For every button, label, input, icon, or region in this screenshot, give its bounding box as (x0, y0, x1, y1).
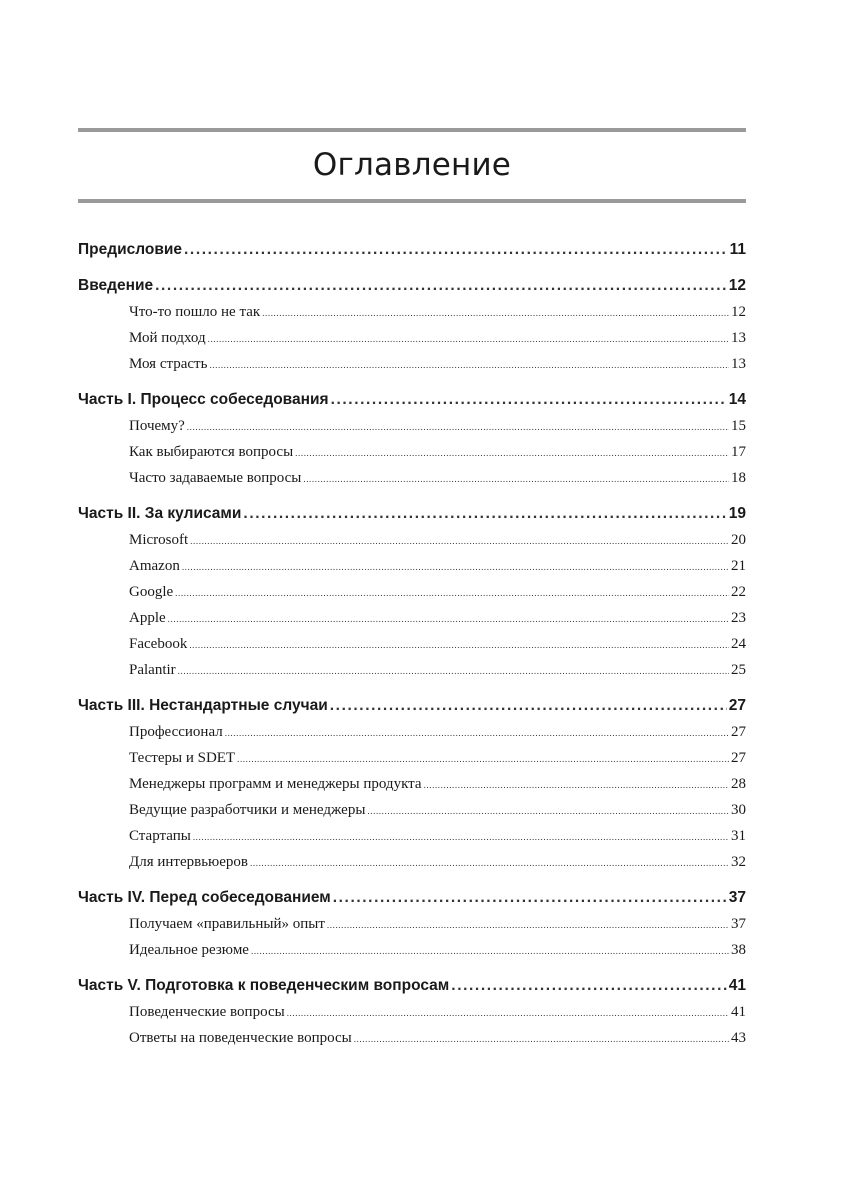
toc-section-entry[interactable] (78, 631, 746, 657)
toc-entry-label: Microsoft (129, 532, 189, 548)
dot-leader (237, 746, 729, 772)
toc-entry-label: Часть V. Подготовка к поведенческим вопросам (78, 977, 450, 994)
toc-section-entry[interactable] (78, 325, 746, 351)
toc-entry-label: Поведенческие вопросы (129, 1004, 285, 1020)
toc-page-number: 41 (731, 1004, 746, 1020)
dot-leader (331, 387, 727, 413)
toc-entry-label: Apple (129, 610, 166, 626)
toc-entry-label: Amazon (129, 558, 180, 574)
dot-leader (243, 501, 726, 527)
page-title: Оглавление (312, 147, 512, 183)
toc-section-entry[interactable] (78, 351, 746, 377)
toc-entry-label: Google (129, 584, 174, 600)
toc-page-number: 31 (731, 828, 746, 844)
dot-leader (327, 912, 729, 938)
toc-page-number: 20 (731, 532, 746, 548)
toc-section-entry[interactable] (78, 413, 746, 439)
dot-leader (178, 658, 729, 684)
toc-entry-label: Идеальное резюме (129, 942, 249, 958)
toc-entry-label: Введение (78, 277, 154, 294)
dot-leader (330, 693, 727, 719)
dot-leader (287, 1000, 729, 1026)
dot-leader (354, 1026, 729, 1052)
toc-page-number: 12 (731, 304, 746, 320)
toc-entry-label: Получаем «правильный» опыт (129, 916, 325, 932)
toc-section-entry[interactable] (78, 823, 746, 849)
dot-leader (175, 580, 729, 606)
toc-entry-label: Ведущие разработчики и менеджеры (129, 802, 366, 818)
toc-entry-label: Ответы на поведенческие вопросы (129, 1030, 352, 1046)
dot-leader (182, 554, 729, 580)
toc-page-number: 38 (731, 942, 746, 958)
toc-part-entry[interactable] (78, 273, 746, 299)
toc-page-number: 24 (731, 636, 746, 652)
toc-section-entry[interactable] (78, 1025, 746, 1051)
toc-page-number: 32 (731, 854, 746, 870)
toc-page-number: 14 (728, 391, 746, 408)
toc-section-entry[interactable] (78, 527, 746, 553)
toc-page-number: 27 (731, 724, 746, 740)
toc-entry-label: Что-то пошло не так (129, 304, 261, 320)
toc-entry-label: Как выбираются вопросы (129, 444, 294, 460)
dot-leader (190, 528, 729, 554)
toc-section-entry[interactable] (78, 439, 746, 465)
toc-section-entry[interactable] (78, 849, 746, 875)
toc-entry-label: Часть I. Процесс собеседования (78, 391, 329, 408)
toc-page-number: 27 (731, 750, 746, 766)
dot-leader (424, 772, 729, 798)
dot-leader (225, 720, 729, 746)
toc-entry-label: Для интервьюеров (129, 854, 249, 870)
toc-part-entry[interactable] (78, 885, 746, 911)
toc-section-entry[interactable] (78, 605, 746, 631)
toc-page-number: 23 (731, 610, 746, 626)
toc-entry-label: Palantir (129, 662, 176, 678)
toc-entry-label: Часть II. За кулисами (78, 505, 242, 522)
toc-part-entry[interactable] (78, 693, 746, 719)
toc-page-number: 41 (728, 977, 746, 994)
toc-entry-label: Часть IV. Перед собеседованием (78, 889, 331, 906)
toc-page-number: 37 (731, 916, 746, 932)
toc-section-entry[interactable] (78, 465, 746, 491)
bottom-rule (78, 199, 746, 203)
toc-page-number: 15 (731, 418, 746, 434)
toc-section-entry[interactable] (78, 719, 746, 745)
toc-entry-label: Facebook (129, 636, 188, 652)
toc-page-number: 27 (728, 697, 746, 714)
toc-part-entry[interactable] (78, 237, 746, 263)
dot-leader (189, 632, 729, 658)
toc-section-entry[interactable] (78, 911, 746, 937)
toc-page-number: 12 (728, 277, 746, 294)
toc-part-entry[interactable] (78, 387, 746, 413)
toc-entry-label: Часть III. Нестандартные случаи (78, 697, 328, 714)
toc-entry-label: Мой подход (129, 330, 206, 346)
toc-section-entry[interactable] (78, 999, 746, 1025)
dot-leader (250, 850, 729, 876)
toc-section-entry[interactable] (78, 797, 746, 823)
toc-section-entry[interactable] (78, 937, 746, 963)
dot-leader (333, 885, 727, 911)
toc-page-number: 25 (731, 662, 746, 678)
dot-leader (367, 798, 729, 824)
dot-leader (451, 973, 726, 999)
toc-entry-label: Профессионал (129, 724, 223, 740)
toc-entry-label: Менеджеры программ и менеджеры продукта (129, 776, 422, 792)
toc-section-entry[interactable] (78, 771, 746, 797)
dot-leader (209, 352, 729, 378)
dot-leader (295, 440, 729, 466)
toc-entry-label: Стартапы (129, 828, 191, 844)
toc-part-entry[interactable] (78, 501, 746, 527)
toc-page (78, 128, 746, 1051)
toc-section-entry[interactable] (78, 745, 746, 771)
toc-page-number: 19 (728, 505, 746, 522)
dot-leader (262, 300, 729, 326)
dot-leader (193, 824, 729, 850)
dot-leader (251, 938, 729, 964)
toc-section-entry[interactable] (78, 579, 746, 605)
toc-page-number: 37 (728, 889, 746, 906)
toc-page-number: 28 (731, 776, 746, 792)
toc-section-entry[interactable] (78, 657, 746, 683)
toc-entry-label: Моя страсть (129, 356, 208, 372)
dot-leader (184, 237, 728, 263)
table-of-contents (78, 237, 746, 1051)
toc-entry-label: Часто задаваемые вопросы (129, 470, 302, 486)
dot-leader (155, 273, 727, 299)
toc-page-number: 43 (731, 1030, 746, 1046)
toc-entry-label: Почему? (129, 418, 185, 434)
toc-page-number: 30 (731, 802, 746, 818)
toc-section-entry[interactable] (78, 299, 746, 325)
toc-part-entry[interactable] (78, 973, 746, 999)
toc-page-number: 13 (731, 330, 746, 346)
toc-entry-label: Предисловие (78, 241, 183, 258)
dot-leader (303, 466, 729, 492)
toc-page-number: 13 (731, 356, 746, 372)
toc-page-number: 21 (731, 558, 746, 574)
toc-section-entry[interactable] (78, 553, 746, 579)
dot-leader (187, 414, 729, 440)
toc-entry-label: Тестеры и SDET (129, 750, 236, 766)
dot-leader (208, 326, 729, 352)
dot-leader (168, 606, 729, 632)
toc-page-number: 11 (729, 241, 746, 258)
toc-page-number: 17 (731, 444, 746, 460)
toc-page-number: 22 (731, 584, 746, 600)
toc-page-number: 18 (731, 470, 746, 486)
